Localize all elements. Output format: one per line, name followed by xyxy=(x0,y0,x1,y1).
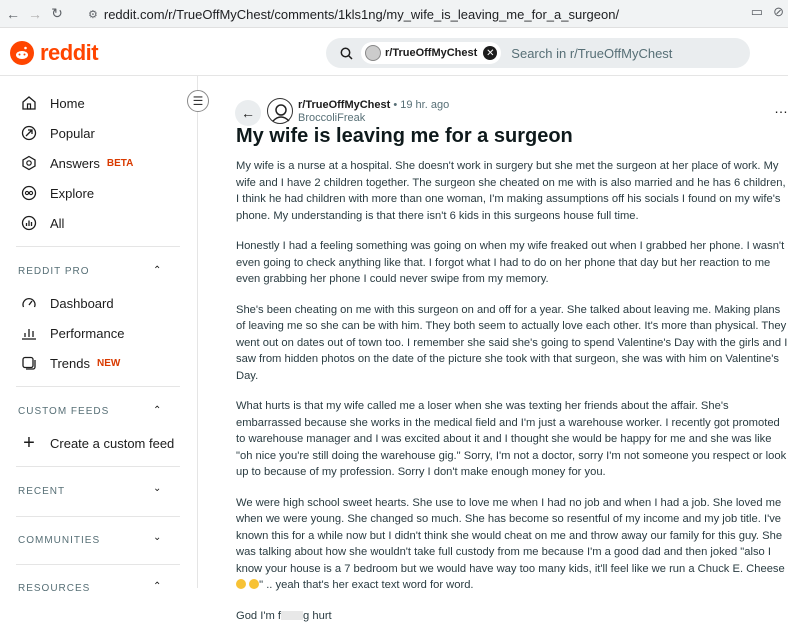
custom-feeds-heading[interactable]: CUSTOM FEEDS xyxy=(18,406,110,417)
forward-arrow-icon[interactable]: → xyxy=(28,5,42,22)
url-text: reddit.com/r/TrueOffMyChest/comments/1kls1ng/my_wife_is_leaving_me_for_a_surgeon/ xyxy=(103,6,620,22)
dashboard-icon xyxy=(20,294,38,312)
redacted-word xyxy=(281,611,303,620)
sidebar-divider xyxy=(16,246,180,247)
chevron-up-icon[interactable]: ⌃ xyxy=(153,265,162,276)
logo-wordmark: reddit xyxy=(40,40,99,65)
post-paragraph: Honestly I had a feeling something was going on when my wife freaked out when I grabbed her phone. I wasn't even going to check anything like that. I forgot what I had to do on her phone that day but her reaction to me even grabbing her phone I could never swipe from my memory. xyxy=(236,240,785,285)
back-arrow-icon[interactable]: ← xyxy=(6,5,20,22)
sidebar-item-label: Answers xyxy=(50,155,100,171)
sidebar-item-label: Explore xyxy=(50,185,95,201)
sidebar-divider xyxy=(16,466,180,467)
sidebar-item-explore[interactable] xyxy=(20,183,94,203)
sidebar-item-trends[interactable] xyxy=(20,353,120,373)
home-icon xyxy=(20,94,38,112)
post-body xyxy=(236,158,788,638)
communities-heading[interactable]: COMMUNITIES xyxy=(18,535,101,546)
trends-icon xyxy=(20,354,38,372)
post-paragraph: She's been cheating on me with this surgeon on and off for a year. She talked about leaving me. Making plans of leaving me so she can be with him. They both seem to actually love each other. It's more than physical. They went out on dates out of town too. I remember she said she's going to spend Valentine's Day with the girls and I saw from hidden photos on the date of the picture she took with that surgeon, she was with him on Valentine's Day. xyxy=(236,303,788,382)
all-icon xyxy=(20,214,38,232)
reload-icon[interactable]: ↻ xyxy=(51,5,63,21)
author-link[interactable]: BroccoliFreak xyxy=(298,112,366,124)
sidebar-divider xyxy=(16,386,180,387)
sidebar-menu-toggle[interactable]: ☰ xyxy=(187,90,209,112)
sidebar-item-popular[interactable] xyxy=(20,123,95,143)
sidebar-item-all[interactable] xyxy=(20,213,64,233)
resources-heading[interactable]: RESOURCES xyxy=(18,583,91,594)
clear-filter-icon[interactable]: ✕ xyxy=(483,46,497,60)
recent-heading[interactable]: RECENT xyxy=(18,486,66,497)
subreddit-avatar xyxy=(365,45,381,61)
chevron-down-icon[interactable]: ⌄ xyxy=(153,483,162,494)
back-button[interactable] xyxy=(235,100,261,126)
create-custom-feed-button[interactable] xyxy=(20,433,174,453)
sidebar-item-label: Trends xyxy=(50,355,90,371)
paragraph-text: " .. yeah that's her exact text word for word. xyxy=(259,579,474,591)
browser-toolbar xyxy=(0,0,788,28)
reddit-pro-heading[interactable]: REDDIT PRO xyxy=(18,266,90,277)
create-custom-feed-label: Create a custom feed xyxy=(50,435,175,451)
sidebar-item-label: Home xyxy=(50,95,85,111)
sidebar-item-answers[interactable] xyxy=(20,153,133,173)
sidebar-item-home[interactable] xyxy=(20,93,85,113)
paragraph-text: We were high school sweet hearts. She use to love me when I had no job and when I had a job. She loved me when we were young. She changed so much. She has become so resentful of my income and my job title. I've known this for a while now but I didn't think she would cheat on me and throw away our family for this guy. She was talking about how she wouldn't take full custody from me because I'm a good dad and then joked "also I know your house is a 7 bedroom but we would have way too many kids, it'll feel like we run a Chuck E. Cheese xyxy=(236,496,785,575)
cast-icon[interactable]: ▭ xyxy=(750,4,764,19)
back-arrow-icon: ← xyxy=(241,105,255,121)
search-icon xyxy=(340,47,353,60)
sidebar-item-label: All xyxy=(50,215,65,231)
more-options-icon[interactable]: … xyxy=(774,100,789,116)
left-sidebar xyxy=(0,76,198,594)
sidebar-item-performance[interactable] xyxy=(20,323,124,343)
new-badge: NEW xyxy=(96,357,121,369)
plus-icon: + xyxy=(23,431,35,454)
sidebar-divider xyxy=(16,516,180,517)
snoo-icon xyxy=(10,41,34,65)
reddit-logo[interactable] xyxy=(10,40,98,66)
chevron-up-icon[interactable]: ⌃ xyxy=(153,581,162,592)
sidebar-item-label: Performance xyxy=(50,325,125,341)
performance-icon xyxy=(20,324,38,342)
search-input[interactable]: Search in r/TrueOffMyChest xyxy=(511,45,673,61)
grin-emoji-icon xyxy=(236,579,246,589)
site-header xyxy=(0,28,788,76)
sidebar-item-dashboard[interactable] xyxy=(20,293,114,313)
chevron-up-icon[interactable]: ⌃ xyxy=(153,405,162,416)
post-paragraph xyxy=(236,608,788,625)
post-title: My wife is leaving me for a surgeon xyxy=(236,125,573,147)
extension-icon[interactable]: ⊘ xyxy=(773,4,784,19)
paragraph-text: God I'm f xyxy=(236,609,282,622)
sidebar-item-label: Popular xyxy=(50,125,95,141)
subreddit-link[interactable]: r/TrueOffMyChest xyxy=(298,99,391,111)
subreddit-avatar[interactable] xyxy=(267,98,293,124)
sidebar-item-label: Dashboard xyxy=(50,295,114,311)
post-paragraph: What hurts is that my wife called me a loser when she was texting her friends about the affair. She's embarrassed because she works in the medical field and I'm just a warehouse worker. I recently got promoted to warehouse manager and I was excited about it and I thought she would be happy for me and she was like "oh nice you're still doing the warehouse gig." Sorry, I'm not a doctor, sorry I'm not someone you respect or look up to because of my profession. Sorry I don't make enough money for you. xyxy=(236,400,787,478)
sidebar-divider xyxy=(16,564,180,565)
post-paragraph xyxy=(236,495,788,594)
subreddit-filter-chip xyxy=(361,42,501,64)
search-bar[interactable] xyxy=(326,38,750,68)
answers-icon xyxy=(20,154,38,172)
post-time: • 19 hr. ago xyxy=(393,99,450,111)
paragraph-text: g hurt xyxy=(303,609,332,622)
post-meta xyxy=(298,99,449,125)
grin-emoji-icon xyxy=(249,579,259,589)
chevron-down-icon[interactable]: ⌄ xyxy=(153,532,162,543)
popular-icon xyxy=(20,124,38,142)
post-paragraph: My wife is a nurse at a hospital. She doesn't work in surgery but she met the surgeon at her place of work. My wife and I have 2 children together. The surgeon she cheated on me with is also married and he has 6 children, I think he had children with more than one woman, I'm making assumptions off his socials I found on my wife's phone. My understanding is that there isn't 6 kids in this surgeons house full time. xyxy=(236,160,786,222)
chip-label: r/TrueOffMyChest xyxy=(385,47,478,59)
beta-badge: BETA xyxy=(106,157,134,169)
explore-icon xyxy=(20,184,38,202)
address-bar[interactable] xyxy=(88,3,619,25)
site-settings-icon[interactable]: ⚙ xyxy=(88,8,98,21)
